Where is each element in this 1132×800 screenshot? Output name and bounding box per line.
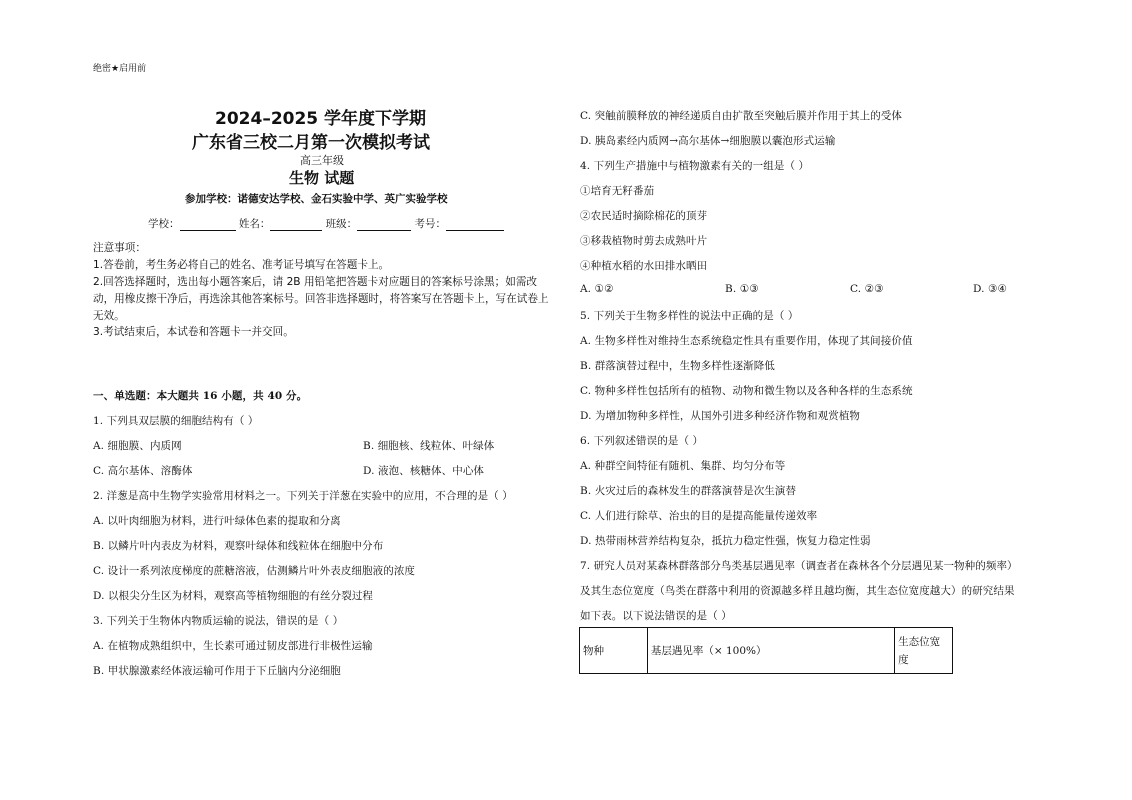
q3-option-a: A. 在植物成熟组织中，生长素可通过韧皮部进行非极性运输 xyxy=(93,640,373,652)
table-header-niche-width: 生态位宽度 xyxy=(895,628,953,674)
q6-option-d: D. 热带雨林营养结构复杂，抵抗力稳定性强，恢复力稳定性弱 xyxy=(580,535,871,547)
q7-data-table xyxy=(579,627,953,674)
q5-option-a: A. 生物多样性对维持生态系统稳定性具有重要作用，体现了其间接价值 xyxy=(580,335,913,347)
participating-schools: 参加学校：诺德安达学校、金石实验中学、英广实验学校 xyxy=(185,193,448,205)
q2-stem: 2. 洋葱是高中生物学实验常用材料之一。下列关于洋葱在实验中的应用，不合理的是（ ） xyxy=(93,490,513,502)
q2-option-d: D. 以根尖分生区为材料，观察高等植物细胞的有丝分裂过程 xyxy=(93,590,374,602)
class-field-line[interactable] xyxy=(357,219,411,231)
q1-option-b: B. 细胞核、线粒体、叶绿体 xyxy=(363,440,495,452)
q2-option-c: C. 设计一系列浓度梯度的蔗糖溶液，估测鳞片叶外表皮细胞液的浓度 xyxy=(93,565,416,577)
table-header-species: 物种 xyxy=(580,628,648,674)
q7-stem-line2: 及其生态位宽度（鸟类在群落中利用的资源越多样且越均衡，其生态位宽度越大）的研究结果 xyxy=(580,585,1015,597)
number-field-line[interactable] xyxy=(446,219,504,231)
q4-option-d: D. ③④ xyxy=(973,283,1008,295)
exam-name-title: 广东省三校二月第一次模拟考试 xyxy=(192,133,430,153)
table-row xyxy=(580,628,953,674)
section-heading: 一、单选题：本大题共 16 小题，共 40 分。 xyxy=(93,390,308,402)
number-field-label: 考号： xyxy=(414,218,447,230)
school-field-label: 学校： xyxy=(148,218,180,230)
q4-option-a: A. ①② xyxy=(580,283,614,295)
q5-option-b: B. 群落演替过程中，生物多样性逐渐降低 xyxy=(580,360,775,372)
exam-year-title: 2024–2025 学年度下学期 xyxy=(215,109,427,129)
table-header-encounter-rate: 基层遇见率（× 100%） xyxy=(647,628,894,674)
q4-item-4: ④种植水稻的水田排水晒田 xyxy=(580,260,708,272)
q5-stem: 5. 下列关于生物多样性的说法中正确的是（ ） xyxy=(580,310,799,322)
q1-option-a: A. 细胞膜、内质网 xyxy=(93,440,182,452)
q6-option-a: A. 种群空间特征有随机、集群、均匀分布等 xyxy=(580,460,786,472)
name-field-label: 姓名： xyxy=(238,218,271,230)
subject-title: 生物 试题 xyxy=(289,169,355,187)
q3-option-d: D. 胰岛素经内质网→高尔基体→细胞膜以囊泡形式运输 xyxy=(580,135,836,147)
note-3: 3.考试结束后，本试卷和答题卡一并交回。 xyxy=(93,326,294,338)
q7-stem-line1: 7. 研究人员对某森林群落部分鸟类基层遇见率（调查者在森林各个分层遇见某一物种的频率） xyxy=(580,560,1018,572)
q1-option-d: D. 液泡、核糖体、中心体 xyxy=(363,465,485,477)
q4-option-b: B. ①③ xyxy=(725,283,759,295)
school-field-line[interactable] xyxy=(180,219,236,231)
q5-option-c: C. 物种多样性包括所有的植物、动物和微生物以及各种各样的生态系统 xyxy=(580,385,913,397)
q6-option-b: B. 火灾过后的森林发生的群落演替是次生演替 xyxy=(580,485,797,497)
q1-option-c: C. 高尔基体、溶酶体 xyxy=(93,465,193,477)
q7-stem-line3: 如下表。以下说法错误的是（ ） xyxy=(580,610,732,622)
q3-option-b: B. 甲状腺激素经体液运输可作用于下丘脑内分泌细胞 xyxy=(93,665,341,677)
q3-option-c: C. 突触前膜释放的神经递质自由扩散至突触后膜并作用于其上的受体 xyxy=(580,110,903,122)
grade-label: 高三年级 xyxy=(300,154,344,167)
note-1: 1.答卷前，考生务必将自己的姓名、准考证号填写在答题卡上。 xyxy=(93,259,390,271)
q3-stem: 3. 下列关于生物体内物质运输的说法，错误的是（ ） xyxy=(93,615,344,627)
q4-item-2: ②农民适时摘除棉花的顶芽 xyxy=(580,210,708,222)
q4-option-c: C. ②③ xyxy=(850,283,884,295)
q4-item-3: ③移栽植物时剪去成熟叶片 xyxy=(580,235,708,247)
notes-heading: 注意事项： xyxy=(93,242,146,254)
student-info-fields xyxy=(148,216,504,231)
q5-option-d: D. 为增加物种多样性，从国外引进多种经济作物和观赏植物 xyxy=(580,410,861,422)
class-field-label: 班级： xyxy=(325,218,358,230)
q6-option-c: C. 人们进行除草、治虫的目的是提高能量传递效率 xyxy=(580,510,818,522)
note-2: 2.回答选择题时，选出每小题答案后，请 2B 用铅笔把答题卡对应题目的答案标号涂黑；如需改动，用橡皮擦干净后，再选涂其他答案标号。回答非选择题时，将答案写在答题卡上，写在试卷上无效。 xyxy=(93,276,549,322)
q4-item-1: ①培育无籽番茄 xyxy=(580,185,655,197)
q2-option-b: B. 以鳞片叶内表皮为材料，观察叶绿体和线粒体在细胞中分布 xyxy=(93,540,384,552)
confidential-label: 绝密★启用前 xyxy=(93,64,147,74)
q1-stem: 1. 下列具双层膜的细胞结构有（ ） xyxy=(93,415,259,427)
name-field-line[interactable] xyxy=(270,219,322,231)
q6-stem: 6. 下列叙述错误的是（ ） xyxy=(580,435,704,447)
q2-option-a: A. 以叶肉细胞为材料，进行叶绿体色素的提取和分离 xyxy=(93,515,341,527)
q4-stem: 4. 下列生产措施中与植物激素有关的一组是（ ） xyxy=(580,160,810,172)
